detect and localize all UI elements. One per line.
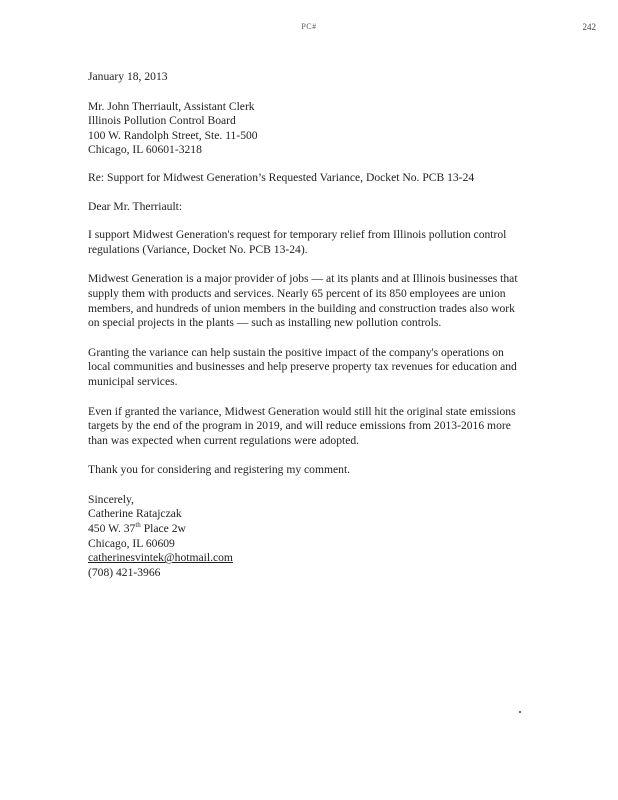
letter-body — [88, 70, 528, 580]
signer-name: Catherine Ratajczak — [88, 507, 182, 521]
body-paragraph: Even if granted the variance, Midwest Generation would still hit the original state emissions targets by the end of the program in 2019, and will reduce emissions from 2013-2016 more than was expected when current regulations were adopted. — [88, 404, 516, 447]
signer-email-link[interactable]: catherinesvintek@hotmail.com — [88, 551, 233, 565]
address-line: Mr. John Therriault, Assistant Clerk — [88, 99, 255, 113]
street-suffix: Place 2w — [140, 522, 186, 536]
address-line: Chicago, IL 60601-3218 — [88, 143, 202, 157]
recipient-address — [88, 100, 528, 158]
letter-date: January 18, 2013 — [88, 70, 168, 83]
signer-phone: (708) 421-3966 — [88, 565, 161, 579]
street-prefix: 450 W. 37 — [88, 522, 136, 536]
signer-city: Chicago, IL 60609 — [88, 536, 175, 550]
address-line: Illinois Pollution Control Board — [88, 114, 236, 128]
salutation: Dear Mr. Therriault: — [88, 199, 183, 213]
body-paragraph: Thank you for considering and registering my comment. — [88, 463, 351, 477]
body-paragraph: Midwest Generation is a major provider of jobs — at its plants and at Illinois businesses that supply them with products and services. Nearly 65 percent of its 850 employees are union members, and hundreds of union members in the building and construction trades also work on special projects in the plants — such as installing new pollution controls. — [88, 272, 518, 330]
subject-line: Re: Support for Midwest Generation’s Requested Variance, Docket No. PCB 13-24 — [88, 170, 475, 184]
header-mark: PC# — [301, 22, 317, 31]
closing: Sincerely, — [88, 492, 134, 506]
street-ordinal: th — [135, 521, 141, 530]
address-line: 100 W. Randolph Street, Ste. 11-500 — [88, 128, 258, 142]
page-number: 242 — [582, 22, 596, 32]
signature-block — [88, 493, 528, 581]
body-paragraph: Granting the variance can help sustain the positive impact of the company's operations on local communities and businesses and help preserve property tax revenues for education and municipal services. — [88, 345, 517, 388]
body-paragraph: I support Midwest Generation's request for temporary relief from Illinois pollution control regulations (Variance, Docket No. PCB 13-24). — [88, 228, 507, 256]
signer-street — [88, 522, 528, 537]
scan-speck — [519, 711, 521, 713]
